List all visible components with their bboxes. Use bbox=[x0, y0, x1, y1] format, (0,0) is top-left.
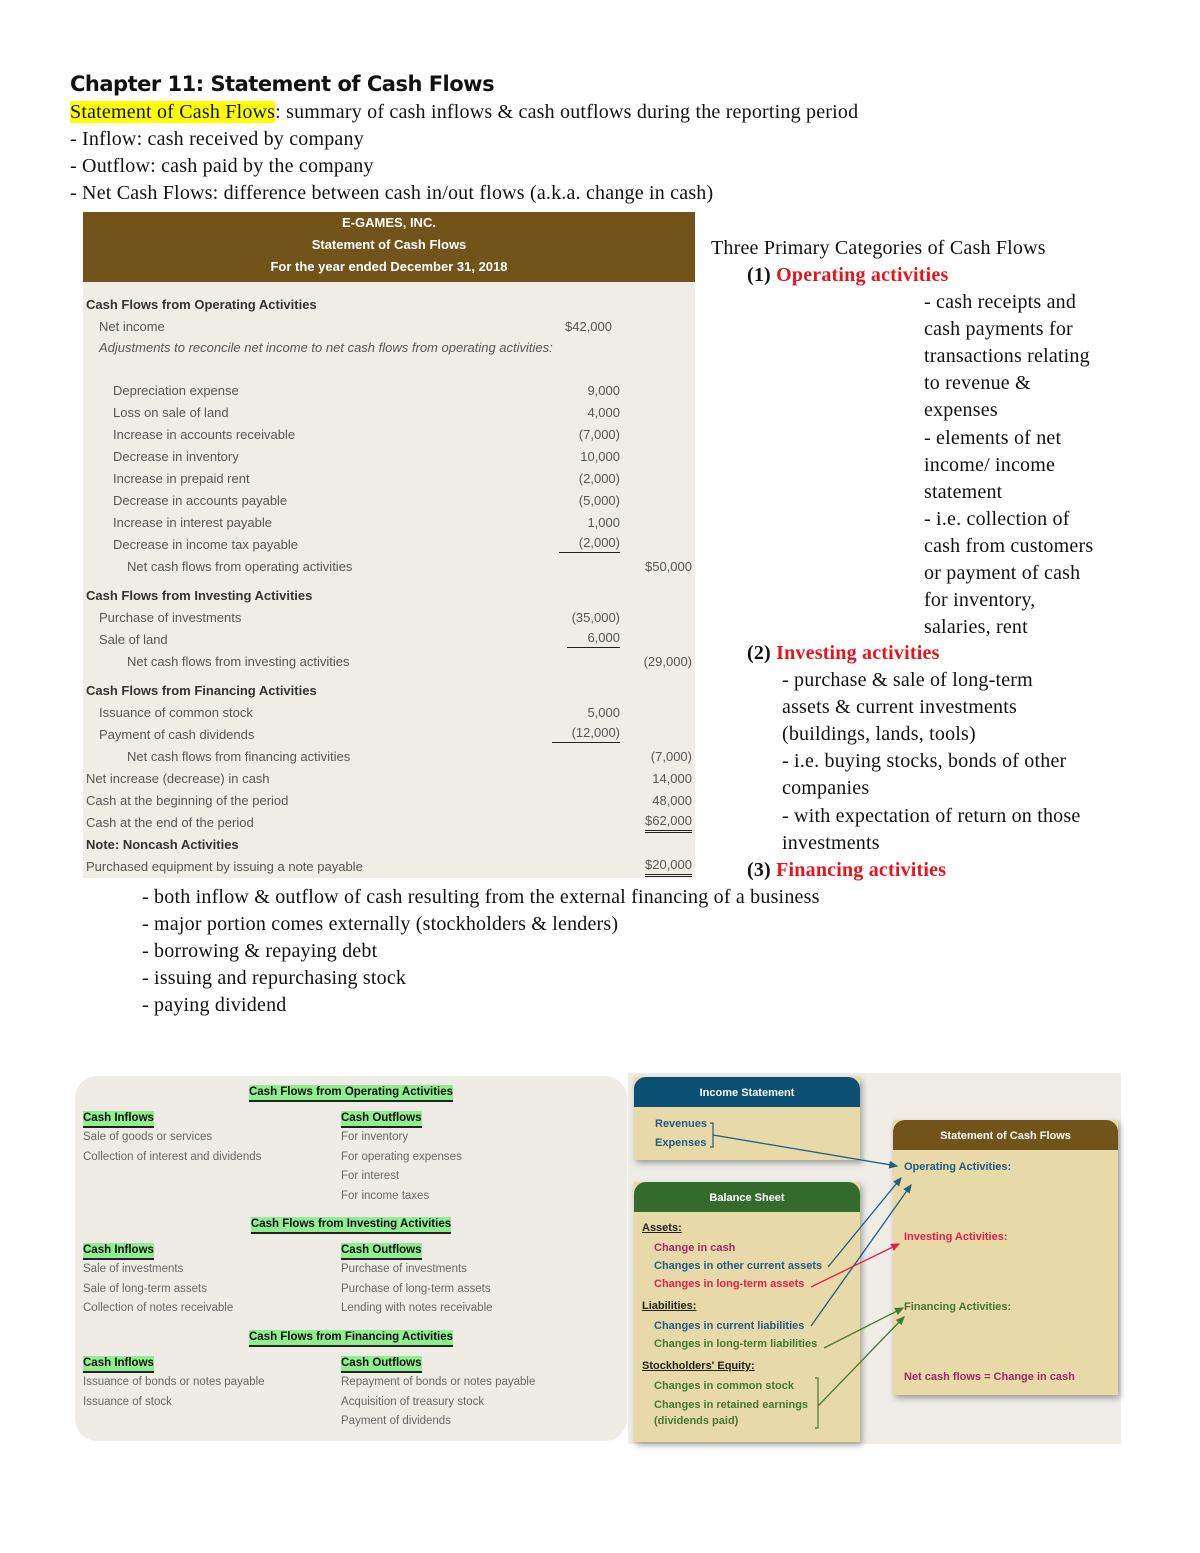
cash-flow-types-figure bbox=[75, 1076, 627, 1441]
row-amount: (5,000) bbox=[578, 493, 620, 508]
description-line: (buildings, lands, tools) bbox=[782, 723, 976, 746]
assets-heading: Assets: bbox=[642, 1222, 682, 1234]
outflows-heading: Cash Outflows bbox=[341, 1111, 422, 1128]
definition-text: : summary of cash inflows & cash outflows during the reporting period bbox=[275, 101, 859, 123]
statement-row bbox=[83, 702, 695, 724]
long-term-assets: Changes in long-term assets bbox=[654, 1278, 805, 1290]
description-line: or payment of cash bbox=[924, 562, 1081, 584]
arrow-income-to-operating bbox=[713, 1135, 897, 1166]
statement-row bbox=[83, 316, 695, 338]
row-label: Loss on sale of land bbox=[113, 405, 229, 420]
statement-row bbox=[83, 629, 695, 651]
description-line: statement bbox=[924, 480, 1003, 503]
description-line: - i.e. collection of bbox=[924, 507, 1070, 530]
bullet: - Net Cash Flows: difference between cash in/out flows (a.k.a. change in cash) bbox=[70, 182, 714, 204]
inflow-item: Issuance of stock bbox=[83, 1395, 172, 1408]
section-title: Cash Flows from Financing Activities bbox=[249, 1330, 453, 1347]
box-title: Balance Sheet bbox=[634, 1182, 860, 1212]
outflows-heading: Cash Outflows bbox=[341, 1356, 422, 1373]
statement-row bbox=[83, 856, 695, 878]
statement-row bbox=[83, 834, 695, 856]
row-label: Purchase of investments bbox=[99, 610, 242, 625]
box-title: Income Statement bbox=[634, 1077, 860, 1107]
outflow-item: Lending with notes receivable bbox=[341, 1302, 493, 1314]
description-line: salaries, rent bbox=[924, 616, 1028, 639]
category-financing bbox=[747, 859, 946, 882]
page-title: Chapter 11: Statement of Cash Flows bbox=[70, 72, 495, 96]
bullet: - Outflow: cash paid by the company bbox=[70, 155, 374, 177]
category-investing bbox=[747, 642, 940, 665]
statement-row bbox=[83, 556, 695, 578]
statement-row bbox=[83, 768, 695, 790]
statement-row bbox=[83, 446, 695, 468]
statement-row bbox=[83, 607, 695, 629]
revenues-label: Revenues bbox=[655, 1118, 707, 1130]
statement-row bbox=[83, 424, 695, 446]
equity-bracket bbox=[815, 1378, 818, 1428]
row-label: Adjustments to reconcile net income to net cash flows from operating activities: bbox=[99, 340, 553, 355]
category-label: Financing activities bbox=[776, 859, 947, 881]
row-amount: 10,000 bbox=[580, 449, 620, 464]
description-line: transactions relating bbox=[924, 345, 1090, 368]
outflow-item: For operating expenses bbox=[341, 1150, 462, 1163]
inflow-item: Collection of notes receivable bbox=[83, 1302, 234, 1314]
row-label: Increase in interest payable bbox=[113, 515, 272, 530]
row-label: Decrease in accounts payable bbox=[113, 493, 288, 508]
row-total: $20,000 bbox=[645, 856, 692, 877]
row-label: Cash Flows from Operating Activities bbox=[86, 297, 317, 312]
category-label: Operating activities bbox=[776, 264, 949, 286]
description-line: companies bbox=[782, 777, 870, 800]
description-line: - both inflow & outflow of cash resulting from the external financing of a business bbox=[142, 886, 820, 908]
category-number: (3) bbox=[747, 859, 771, 881]
outflow-item: Payment of dividends bbox=[341, 1415, 451, 1427]
description-line: - major portion comes externally (stockholders & lenders) bbox=[142, 913, 619, 935]
row-label: Note: Noncash Activities bbox=[86, 837, 239, 852]
row-total: (7,000) bbox=[650, 749, 692, 764]
description-line: - i.e. buying stocks, bonds of other bbox=[782, 750, 1067, 773]
row-amount: (2,000) bbox=[578, 471, 620, 486]
liabilities-heading: Liabilities: bbox=[642, 1300, 697, 1312]
row-label: Cash at the end of the period bbox=[86, 815, 254, 830]
outflow-item: For inventory bbox=[341, 1131, 409, 1143]
current-liabilities: Changes in current liabilities bbox=[654, 1320, 805, 1332]
row-label: Purchased equipment by issuing a note payable bbox=[86, 859, 363, 874]
statement-rows bbox=[83, 282, 695, 878]
financing-activities-label: Financing Activities: bbox=[904, 1301, 1012, 1313]
row-label: Net income bbox=[99, 319, 165, 334]
row-amount: 9,000 bbox=[587, 383, 620, 398]
inflow-item: Sale of long-term assets bbox=[83, 1282, 208, 1295]
inflow-item: Issuance of bonds or notes payable bbox=[83, 1376, 265, 1388]
highlighted-term: Statement of Cash Flows bbox=[70, 101, 276, 123]
row-total: 48,000 bbox=[652, 793, 692, 808]
statement-row bbox=[83, 294, 695, 316]
row-label: Net cash flows from investing activities bbox=[127, 654, 350, 669]
statement-row bbox=[83, 380, 695, 402]
row-label: Increase in prepaid rent bbox=[113, 471, 250, 486]
outflow-item: Purchase of investments bbox=[341, 1263, 467, 1275]
category-number: (1) bbox=[747, 264, 771, 286]
description-line: expenses bbox=[924, 399, 998, 422]
definition-line bbox=[70, 101, 858, 124]
statement-period: For the year ended December 31, 2018 bbox=[270, 259, 508, 274]
row-total: 14,000 bbox=[652, 771, 692, 786]
arrow-long-term-liabilities-to-financing bbox=[824, 1308, 903, 1348]
outflow-item: Acquisition of treasury stock bbox=[341, 1395, 485, 1408]
row-label: Payment of cash dividends bbox=[99, 727, 255, 742]
description-line: - purchase & sale of long-term bbox=[782, 669, 1033, 691]
statement-row bbox=[83, 402, 695, 424]
description-line: for inventory, bbox=[924, 589, 1036, 612]
description-line: investments bbox=[782, 831, 880, 854]
description-line: to revenue & bbox=[924, 372, 1031, 395]
change-in-cash: Change in cash bbox=[654, 1242, 736, 1254]
outflow-item: Repayment of bonds or notes payable bbox=[341, 1376, 536, 1388]
statement-name: Statement of Cash Flows bbox=[311, 237, 467, 252]
statement-of-cash-flows-table bbox=[83, 212, 695, 878]
inflow-item: Collection of interest and dividends bbox=[83, 1150, 262, 1163]
arrow-current-liabilities-to-operating bbox=[811, 1185, 911, 1326]
other-current-assets: Changes in other current assets bbox=[654, 1260, 823, 1272]
description-line: cash from customers bbox=[924, 534, 1094, 557]
row-amount: $42,000 bbox=[565, 319, 612, 334]
equity-heading: Stockholders' Equity: bbox=[642, 1360, 755, 1372]
row-amount: 1,000 bbox=[587, 515, 620, 530]
categories-heading: Three Primary Categories of Cash Flows bbox=[711, 237, 1046, 259]
bullet: - Inflow: cash received by company bbox=[70, 128, 364, 150]
expenses-label: Expenses bbox=[655, 1137, 707, 1149]
row-total: $62,000 bbox=[645, 812, 692, 833]
operating-activities-label: Operating Activities: bbox=[904, 1161, 1012, 1173]
description-line: - cash receipts and bbox=[924, 291, 1077, 313]
description-line: income/ income bbox=[924, 453, 1056, 476]
row-total: (29,000) bbox=[643, 654, 692, 669]
investing-activities-label: Investing Activities: bbox=[904, 1231, 1008, 1243]
statement-row bbox=[83, 724, 695, 746]
outflow-item: Purchase of long-term assets bbox=[341, 1282, 491, 1295]
section-title: Cash Flows from Operating Activities bbox=[249, 1085, 453, 1102]
arrow-current-assets-to-operating bbox=[828, 1178, 901, 1267]
outflow-item: For interest bbox=[341, 1170, 400, 1182]
row-amount: (12,000) bbox=[552, 724, 620, 743]
description-line: - paying dividend bbox=[142, 994, 287, 1016]
description-line: cash payments for bbox=[924, 318, 1073, 341]
arrow-long-term-assets-to-investing bbox=[811, 1244, 899, 1287]
row-label: Decrease in income tax payable bbox=[113, 537, 298, 552]
statement-row bbox=[83, 338, 695, 380]
row-amount: (7,000) bbox=[578, 427, 620, 442]
row-label: Sale of land bbox=[99, 632, 168, 647]
description-line: assets & current investments bbox=[782, 696, 1017, 719]
outflow-item: For income taxes bbox=[341, 1189, 430, 1202]
category-label: Investing activities bbox=[776, 642, 940, 664]
statement-row bbox=[83, 790, 695, 812]
long-term-liabilities: Changes in long-term liabilities bbox=[654, 1338, 818, 1350]
row-amount: (35,000) bbox=[571, 610, 620, 625]
row-label: Issuance of common stock bbox=[99, 705, 253, 720]
row-label: Net cash flows from operating activities bbox=[127, 559, 353, 574]
row-amount: (2,000) bbox=[559, 534, 620, 553]
statement-row bbox=[83, 746, 695, 768]
row-label: Cash Flows from Financing Activities bbox=[86, 683, 317, 698]
box-title: Statement of Cash Flows bbox=[893, 1120, 1118, 1150]
retained-earnings: Changes in retained earnings bbox=[654, 1399, 809, 1411]
statement-row bbox=[83, 512, 695, 534]
common-stock: Changes in common stock bbox=[654, 1380, 794, 1392]
statement-row bbox=[83, 585, 695, 607]
inflows-heading: Cash Inflows bbox=[83, 1111, 154, 1128]
inflow-item: Sale of investments bbox=[83, 1263, 184, 1275]
arrows-overlay bbox=[628, 1073, 1121, 1444]
row-amount: 5,000 bbox=[587, 705, 620, 720]
inflows-heading: Cash Inflows bbox=[83, 1356, 154, 1373]
description-line: - issuing and repurchasing stock bbox=[142, 967, 407, 989]
outflows-heading: Cash Outflows bbox=[341, 1243, 422, 1260]
row-amount: 6,000 bbox=[567, 629, 620, 648]
inflow-item: Sale of goods or services bbox=[83, 1131, 213, 1143]
income-bracket bbox=[710, 1123, 713, 1147]
inflows-heading: Cash Inflows bbox=[83, 1243, 154, 1260]
row-total: $50,000 bbox=[645, 559, 692, 574]
net-cash-flows-label: Net cash flows = Change in cash bbox=[904, 1371, 1075, 1383]
row-amount: 4,000 bbox=[587, 405, 620, 420]
statement-row bbox=[83, 468, 695, 490]
description-line: - elements of net bbox=[924, 426, 1062, 449]
statement-row bbox=[83, 490, 695, 512]
statement-row bbox=[83, 680, 695, 702]
category-number: (2) bbox=[747, 642, 771, 664]
row-label: Increase in accounts receivable bbox=[113, 427, 296, 442]
statement-row bbox=[83, 534, 695, 556]
company-name: E-GAMES, INC. bbox=[342, 215, 436, 230]
row-label: Cash Flows from Investing Activities bbox=[86, 588, 313, 603]
statement-row bbox=[83, 651, 695, 673]
row-label: Decrease in inventory bbox=[113, 449, 239, 464]
row-label: Depreciation expense bbox=[113, 383, 239, 398]
dividends-paid: (dividends paid) bbox=[654, 1415, 739, 1427]
description-line: - with expectation of return on those bbox=[782, 804, 1081, 827]
row-label: Cash at the beginning of the period bbox=[86, 793, 289, 808]
statement-header bbox=[83, 212, 695, 282]
row-label: Net increase (decrease) in cash bbox=[86, 771, 270, 786]
row-label: Net cash flows from financing activities bbox=[127, 749, 351, 764]
description-line: - borrowing & repaying debt bbox=[142, 940, 378, 962]
arrow-equity-to-financing bbox=[818, 1317, 904, 1406]
section-title: Cash Flows from Investing Activities bbox=[251, 1217, 451, 1234]
financial-statements-diagram bbox=[628, 1073, 1121, 1444]
category-operating bbox=[747, 264, 948, 287]
statement-row bbox=[83, 812, 695, 834]
